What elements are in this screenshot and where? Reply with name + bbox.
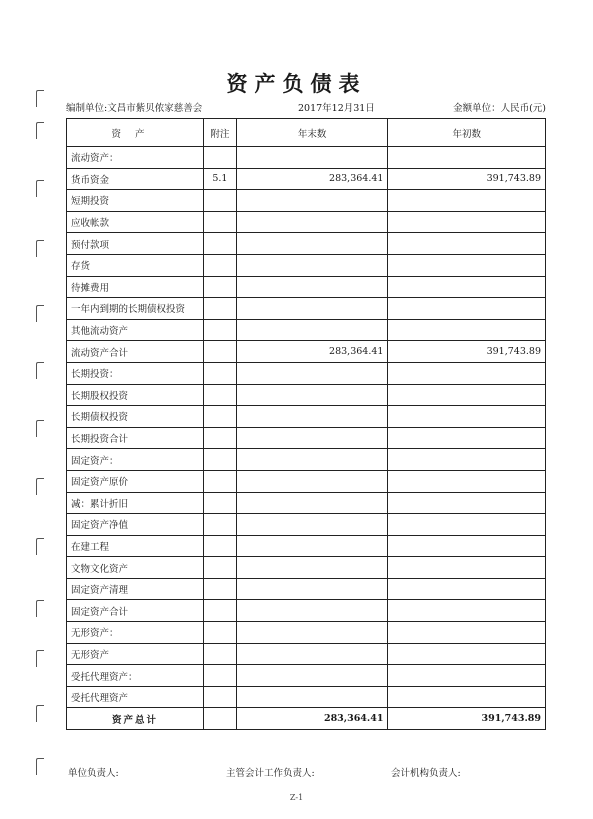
balance-sheet-table: [66, 118, 546, 730]
row-year-end: 283,364.41: [236, 341, 388, 363]
punch-mark: [36, 180, 44, 197]
table-row: [67, 233, 546, 255]
row-year-begin: [388, 190, 546, 212]
punch-mark: [36, 240, 44, 257]
table-row: [67, 276, 546, 298]
table-row: [67, 168, 546, 190]
table-row: [67, 492, 546, 514]
header-year-begin: 年初数: [388, 119, 546, 147]
row-year-end: [236, 643, 388, 665]
document-title: 资产负债表: [226, 71, 367, 96]
row-year-begin: [388, 470, 546, 492]
row-item: 受托代理资产：: [67, 665, 204, 687]
row-note: [203, 557, 236, 579]
row-note: [203, 147, 236, 169]
row-note: [203, 341, 236, 363]
header-note: 附注: [203, 119, 236, 147]
row-year-end: [236, 406, 388, 428]
punch-mark: [36, 478, 44, 495]
table-row: [67, 578, 546, 600]
row-item: 其他流动资产: [67, 319, 204, 341]
punch-mark: [36, 705, 44, 722]
row-item: 固定资产清理: [67, 578, 204, 600]
row-year-end: [236, 298, 388, 320]
row-note: 5.1: [203, 168, 236, 190]
row-note: [203, 600, 236, 622]
header-asset: 资产: [67, 119, 204, 147]
row-note: [203, 384, 236, 406]
row-item: 长期投资：: [67, 362, 204, 384]
punch-mark: [36, 122, 44, 139]
total-item: 资产总计: [67, 708, 204, 730]
signature-line: [66, 765, 546, 779]
row-year-begin: [388, 557, 546, 579]
table-row: [67, 514, 546, 536]
row-year-end: [236, 492, 388, 514]
row-year-end: [236, 557, 388, 579]
table-row: [67, 254, 546, 276]
row-note: [203, 622, 236, 644]
row-year-end: [236, 362, 388, 384]
total-row: [67, 708, 546, 730]
row-item: 应收帐款: [67, 211, 204, 233]
row-year-begin: [388, 514, 546, 536]
row-year-end: [236, 514, 388, 536]
currency-unit: 金额单位：人民币(元): [453, 103, 546, 114]
total-year-begin: 391,743.89: [388, 708, 546, 730]
row-note: [203, 449, 236, 471]
row-note: [203, 686, 236, 708]
row-year-end: [236, 449, 388, 471]
row-year-begin: [388, 535, 546, 557]
row-year-end: [236, 600, 388, 622]
row-item: 长期债权投资: [67, 406, 204, 428]
row-year-begin: [388, 449, 546, 471]
row-year-begin: [388, 492, 546, 514]
table-row: [67, 190, 546, 212]
reporting-unit: 编制单位:文昌市紫贝侬家慈善会: [66, 103, 203, 114]
row-item: 固定资产：: [67, 449, 204, 471]
row-note: [203, 362, 236, 384]
table-row: [67, 319, 546, 341]
table-row: [67, 211, 546, 233]
row-year-end: [236, 276, 388, 298]
punch-mark: [36, 650, 44, 667]
row-item: 在建工程: [67, 535, 204, 557]
table-row: [67, 600, 546, 622]
row-year-begin: [388, 147, 546, 169]
row-note: [203, 578, 236, 600]
table-row: [67, 341, 546, 363]
row-year-end: [236, 319, 388, 341]
table-row: [67, 427, 546, 449]
row-year-begin: [388, 384, 546, 406]
table-header-row: [67, 119, 546, 147]
row-item: 一年内到期的长期债权投资: [67, 298, 204, 320]
row-note: [203, 211, 236, 233]
row-note: [203, 665, 236, 687]
row-item: 受托代理资产: [67, 686, 204, 708]
row-item: 长期股权投资: [67, 384, 204, 406]
row-year-begin: [388, 406, 546, 428]
row-note: [203, 298, 236, 320]
total-note: [203, 708, 236, 730]
unit-leader-label: 单位负责人:: [68, 768, 119, 779]
row-note: [203, 276, 236, 298]
row-year-end: [236, 622, 388, 644]
row-item: 存货: [67, 254, 204, 276]
row-year-end: [236, 535, 388, 557]
row-year-begin: [388, 233, 546, 255]
row-year-end: [236, 427, 388, 449]
row-year-end: [236, 254, 388, 276]
row-year-end: [236, 190, 388, 212]
row-note: [203, 190, 236, 212]
table-row: [67, 470, 546, 492]
punch-mark: [36, 600, 44, 617]
table-row: [67, 665, 546, 687]
table-row: [67, 362, 546, 384]
row-item: 无形资产: [67, 643, 204, 665]
row-year-begin: [388, 319, 546, 341]
row-year-begin: [388, 686, 546, 708]
table-row: [67, 622, 546, 644]
punch-mark: [36, 362, 44, 379]
row-year-end: [236, 686, 388, 708]
table-row: [67, 557, 546, 579]
row-year-end: [236, 147, 388, 169]
row-year-begin: [388, 362, 546, 384]
row-year-begin: [388, 298, 546, 320]
row-year-end: [236, 470, 388, 492]
row-year-begin: [388, 665, 546, 687]
table-row: [67, 406, 546, 428]
report-date: 2017年12月31日: [298, 103, 375, 114]
row-item: 固定资产合计: [67, 600, 204, 622]
row-year-begin: [388, 276, 546, 298]
row-item: 固定资产净值: [67, 514, 204, 536]
page-number: Z-1: [289, 793, 304, 802]
row-item: 减：累计折旧: [67, 492, 204, 514]
accounting-head-label: 主管会计工作负责人:: [226, 768, 315, 779]
row-year-begin: [388, 427, 546, 449]
punch-marks: [30, 90, 50, 790]
row-note: [203, 514, 236, 536]
row-year-end: [236, 665, 388, 687]
row-year-begin: [388, 578, 546, 600]
table-row: [67, 449, 546, 471]
row-note: [203, 254, 236, 276]
row-note: [203, 535, 236, 557]
table-row: [67, 535, 546, 557]
row-note: [203, 233, 236, 255]
row-item: 货币资金: [67, 168, 204, 190]
row-year-end: [236, 211, 388, 233]
row-item: 短期投资: [67, 190, 204, 212]
row-year-end: [236, 233, 388, 255]
row-note: [203, 319, 236, 341]
row-item: 流动资产：: [67, 147, 204, 169]
accounting-org-head-label: 会计机构负责人:: [391, 768, 461, 779]
row-year-end: [236, 578, 388, 600]
total-year-end: 283,364.41: [236, 708, 388, 730]
row-year-end: [236, 384, 388, 406]
row-item: 固定资产原价: [67, 470, 204, 492]
table-row: [67, 298, 546, 320]
header-year-end: 年末数: [236, 119, 388, 147]
punch-mark: [36, 305, 44, 322]
punch-mark: [36, 538, 44, 555]
row-item: 无形资产：: [67, 622, 204, 644]
row-item: 长期投资合计: [67, 427, 204, 449]
row-year-begin: [388, 622, 546, 644]
row-note: [203, 643, 236, 665]
punch-mark: [36, 758, 44, 775]
row-year-begin: [388, 254, 546, 276]
row-item: 待摊费用: [67, 276, 204, 298]
table-row: [67, 686, 546, 708]
row-year-begin: [388, 643, 546, 665]
row-year-end: 283,364.41: [236, 168, 388, 190]
row-year-begin: 391,743.89: [388, 341, 546, 363]
row-note: [203, 406, 236, 428]
row-year-begin: [388, 600, 546, 622]
punch-mark: [36, 420, 44, 437]
table-row: [67, 384, 546, 406]
row-item: 文物文化资产: [67, 557, 204, 579]
table-row: [67, 643, 546, 665]
document-meta: [66, 100, 546, 114]
row-note: [203, 427, 236, 449]
row-item: 流动资产合计: [67, 341, 204, 363]
row-year-begin: 391,743.89: [388, 168, 546, 190]
row-note: [203, 470, 236, 492]
row-year-begin: [388, 211, 546, 233]
row-item: 预付款项: [67, 233, 204, 255]
row-note: [203, 492, 236, 514]
table-row: [67, 147, 546, 169]
